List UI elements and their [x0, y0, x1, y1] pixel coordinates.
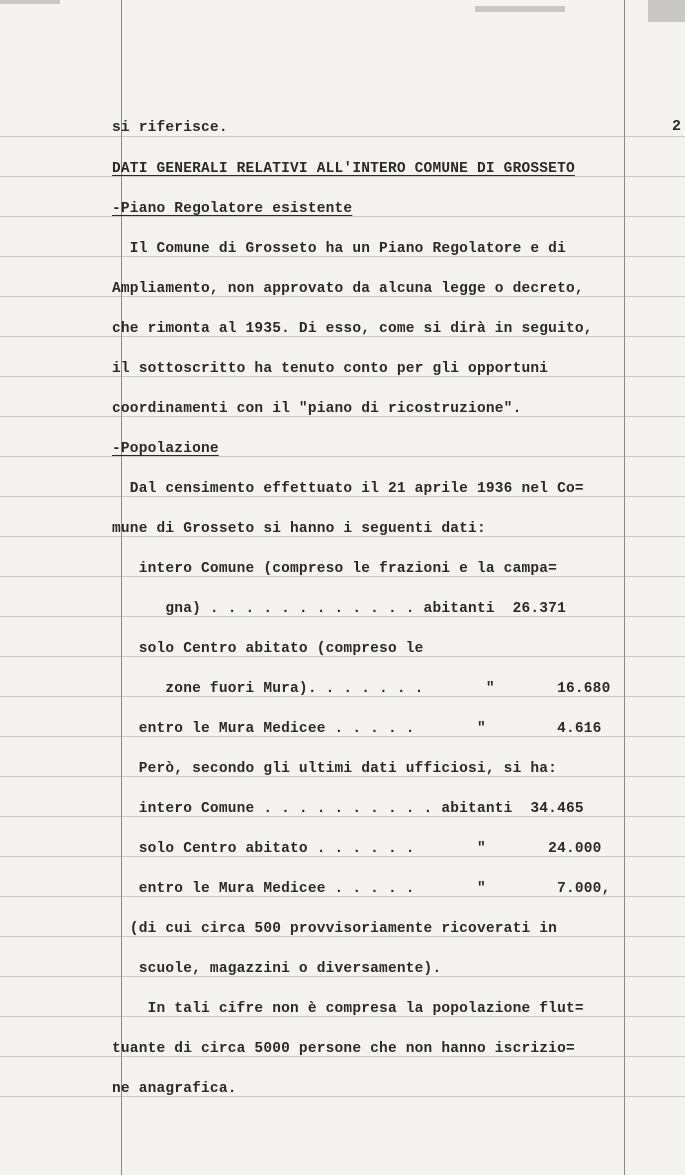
- text-line: che rimonta al 1935. Di esso, come si dirà in seguito,: [112, 321, 593, 337]
- table-line: intero Comune (compreso le frazioni e la campa=: [112, 561, 558, 577]
- text-line: tuante di circa 5000 persone che non hanno iscrizio=: [112, 1041, 575, 1057]
- right-margin-line: [624, 0, 625, 1175]
- section-heading: DATI GENERALI RELATIVI ALL'INTERO COMUNE DI GROSSETO: [112, 161, 575, 177]
- text-line: si riferisce.: [112, 120, 228, 136]
- paper-speck: [0, 0, 60, 4]
- text-line: Il Comune di Grosseto ha un Piano Regolatore e di: [112, 241, 566, 257]
- table-line: gna) . . . . . . . . . . . . abitanti 26.371: [112, 601, 566, 617]
- text-line: coordinamenti con il "piano di ricostruzione".: [112, 401, 522, 417]
- page-number: 2: [672, 118, 682, 135]
- subsection-heading: -Piano Regolatore esistente: [112, 201, 353, 217]
- table-line: solo Centro abitato . . . . . . " 24.000: [112, 841, 602, 857]
- text-line: mune di Grosseto si hanno i seguenti dati:: [112, 521, 486, 537]
- ruled-line: [0, 1096, 685, 1097]
- text-line: scuole, magazzini o diversamente).: [112, 961, 442, 977]
- subsection-heading: -Popolazione: [112, 441, 219, 457]
- text-line: il sottoscritto ha tenuto conto per gli opportuni: [112, 361, 549, 377]
- text-line: In tali cifre non è compresa la popolazione flut=: [112, 1001, 584, 1017]
- table-line: intero Comune . . . . . . . . . . abitanti 34.465: [112, 801, 584, 817]
- ruled-line: [0, 456, 685, 457]
- table-line: zone fuori Mura). . . . . . . " 16.680: [112, 681, 611, 697]
- text-line: ne anagrafica.: [112, 1081, 237, 1097]
- text-line: (di cui circa 500 provvisoriamente ricoverati in: [112, 921, 558, 937]
- table-line: entro le Mura Medicee . . . . . " 7.000,: [112, 881, 611, 897]
- paper-speck: [648, 0, 685, 22]
- text-line: Però, secondo gli ultimi dati ufficiosi, si ha:: [112, 761, 558, 777]
- table-line: solo Centro abitato (compreso le: [112, 641, 424, 657]
- text-line: Dal censimento effettuato il 21 aprile 1936 nel Co=: [112, 481, 584, 497]
- ruled-line: [0, 136, 685, 137]
- paper-speck: [475, 6, 565, 12]
- text-line: Ampliamento, non approvato da alcuna legge o decreto,: [112, 281, 584, 297]
- table-line: entro le Mura Medicee . . . . . " 4.616: [112, 721, 602, 737]
